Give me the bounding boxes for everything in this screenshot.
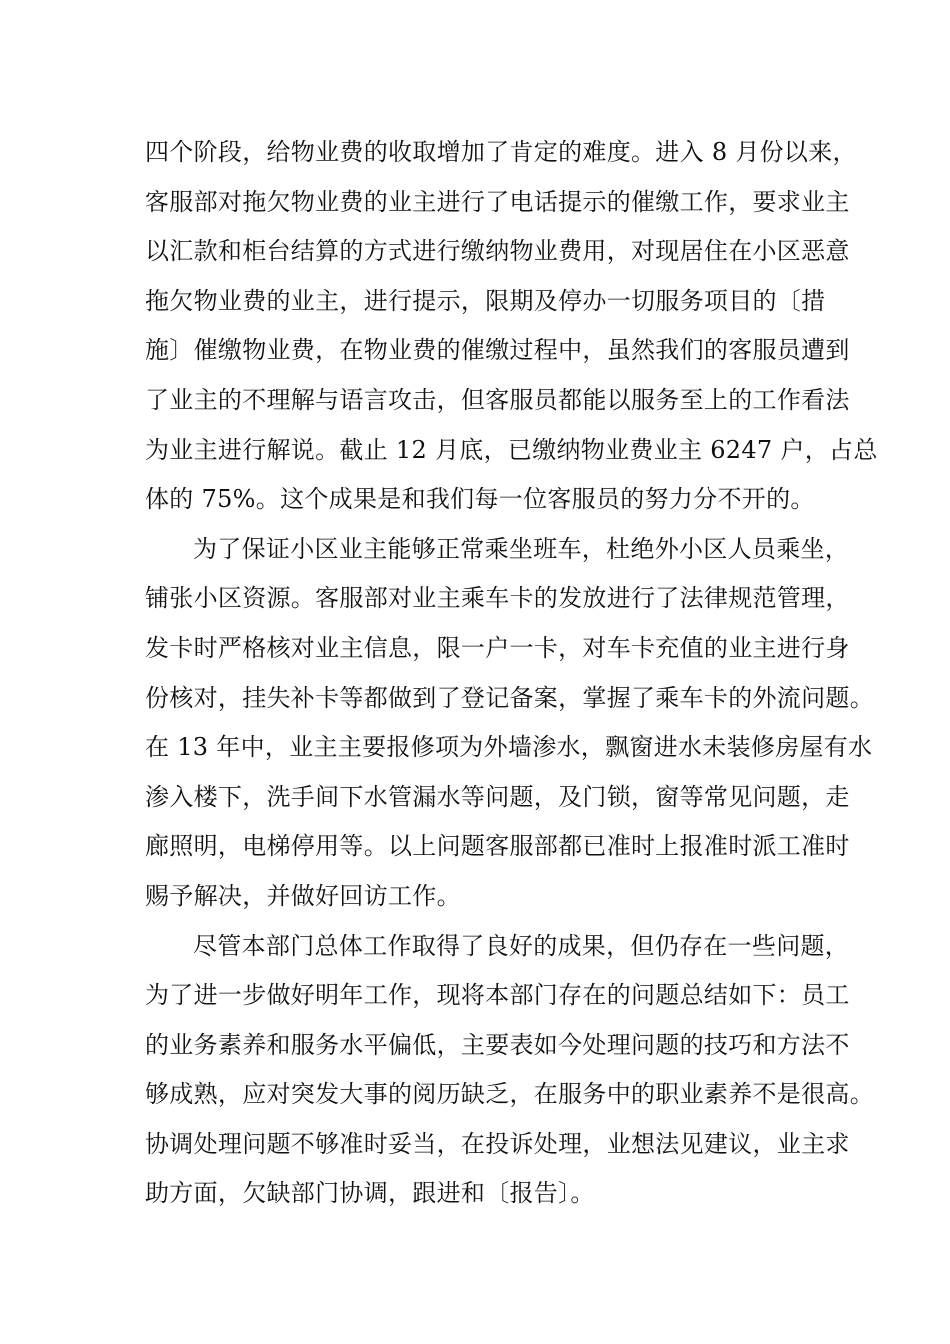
paragraph-first-line: 尽管本部门总体工作取得了良好的成果，但仍存在一些问题，: [193, 931, 850, 960]
text-line: 协调处理问题不够准时妥当，在投诉处理，业想法见建议，业主求: [145, 1129, 850, 1158]
text-line: 渗入楼下，洗手间下水管漏水等问题，及门锁，窗等常见问题，走: [145, 782, 850, 811]
text-line: 了业主的不理解与语言攻击，但客服员都能以服务至上的工作看法: [145, 385, 850, 414]
text-line: 发卡时严格核对业主信息，限一户一卡，对车卡充值的业主进行身: [145, 633, 850, 662]
text-line: 助方面，欠缺部门协调，跟进和〔报告〕。: [145, 1179, 595, 1208]
text-line: 赐予解决，并做好回访工作。: [145, 881, 461, 910]
text-line: 客服部对拖欠物业费的业主进行了电话提示的催缴工作，要求业主: [145, 187, 850, 216]
text-line: 为了进一步做好明年工作，现将本部门存在的问题总结如下：员工: [145, 981, 850, 1010]
text-line: 在 13 年中，业主主要报修项为外墙渗水，飘窗进水未装修房屋有水: [145, 733, 873, 762]
text-line: 施〕催缴物业费，在物业费的催缴过程中，虽然我们的客服员遭到: [145, 336, 850, 365]
text-line: 够成熟，应对突发大事的阅历缺乏，在服务中的职业素养不是很高。: [145, 1080, 874, 1109]
text-line: 体的 75%。这个成果是和我们每一位客服员的努力分不开的。: [145, 485, 815, 514]
text-line: 四个阶段，给物业费的收取增加了肯定的难度。进入 8 月份以来，: [145, 138, 857, 166]
paragraph-first-line: 为了保证小区业主能够正常乘坐班车，杜绝外小区人员乘坐，: [193, 534, 850, 563]
text-line: 拖欠物业费的业主，进行提示，限期及停办一切服务项目的〔措: [145, 286, 826, 315]
text-line: 廊照明，电梯停用等。以上问题客服部都已准时上报准时派工准时: [145, 832, 850, 861]
text-line: 份核对，挂失补卡等都做到了登记备案，掌握了乘车卡的外流问题。: [145, 683, 874, 712]
text-line: 为业主进行解说。截止 12 月底，已缴纳物业费业主 6247 户，占总: [145, 435, 878, 464]
text-line: 的业务素养和服务水平偏低，主要表如今处理问题的技巧和方法不: [145, 1030, 850, 1059]
text-line: 以汇款和柜台结算的方式进行缴纳物业费用，对现居住在小区恶意: [145, 237, 850, 266]
body-text: [145, 128, 878, 1219]
text-line: 铺张小区资源。客服部对业主乘车卡的发放进行了法律规范管理，: [145, 584, 850, 613]
